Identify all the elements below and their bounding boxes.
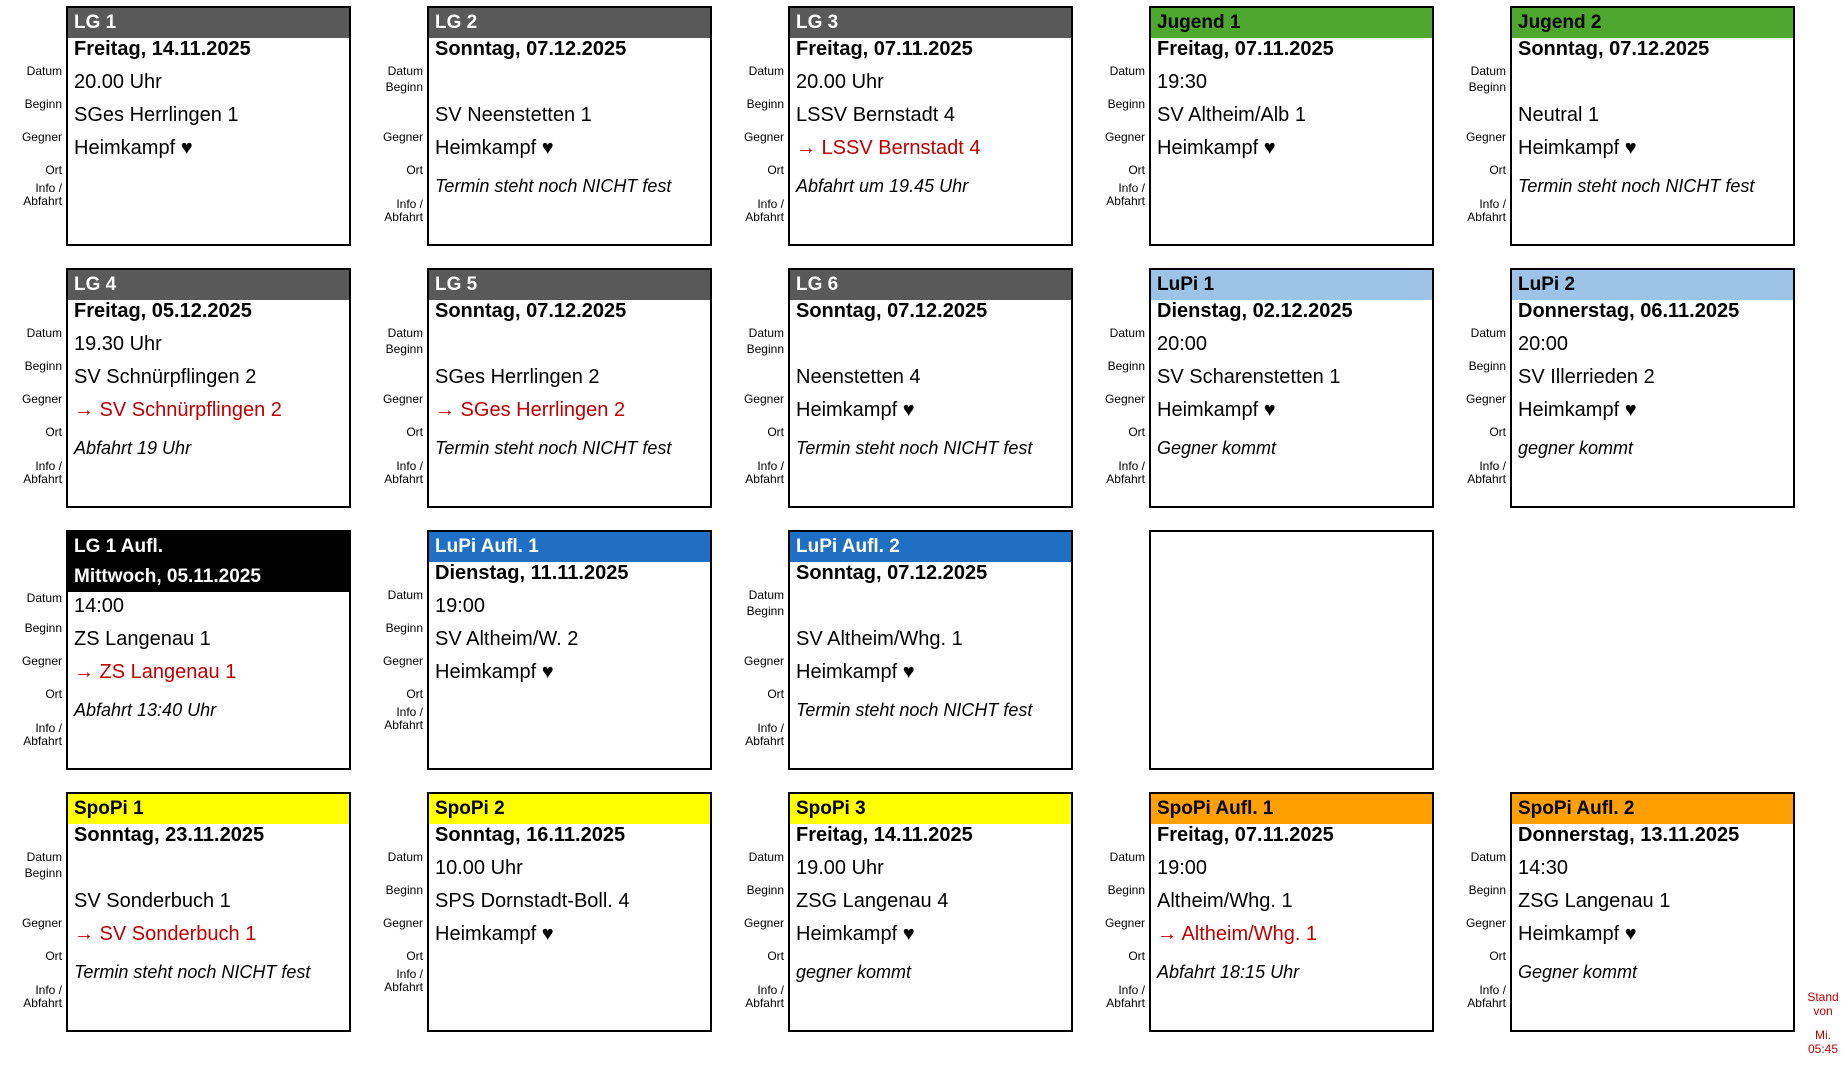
fixture-field-info: Info / Abfahrt Gegner kommt xyxy=(1151,432,1432,472)
fixture-fields xyxy=(21,38,349,210)
fixture-field-ort-value: Heimkampf ♥ xyxy=(1518,399,1637,421)
fixture-field-beginn: Beginn xyxy=(1468,80,1506,94)
fixture-field-datum-value: Sonntag, 07.12.2025 xyxy=(435,38,627,60)
fixture-card-title: LG 6 xyxy=(790,270,1071,300)
fixture-card-title: LuPi Aufl. 2 xyxy=(790,532,1071,562)
fixture-field-datum: Datum Mittwoch, 05.11.2025 xyxy=(68,562,349,595)
fixture-field-info: Info / Abfahrt Termin steht noch NICHT fest xyxy=(68,956,349,996)
fixture-field-datum: Datum Sonntag, 07.12.2025 xyxy=(429,38,710,71)
fixture-field-datum-value: Sonntag, 23.11.2025 xyxy=(74,824,265,846)
fixture-field-ort: Ort → Altheim/Whg. 1 xyxy=(1151,923,1432,956)
fixture-field-ort: Ort Heimkampf ♥ xyxy=(790,399,1071,432)
fixture-field-datum: Datum Sonntag, 23.11.2025 xyxy=(68,824,349,857)
fixture-field-info: Info / Abfahrt xyxy=(429,694,710,734)
fixture-field-ort: Ort Heimkampf ♥ xyxy=(429,923,710,956)
fixture-fields xyxy=(382,38,710,224)
fixture-field-datum-value: Sonntag, 16.11.2025 xyxy=(435,824,626,846)
stand-line-4: 05:45 xyxy=(1807,1042,1839,1056)
fixture-field-datum-value: Sonntag, 07.12.2025 xyxy=(796,562,988,584)
fixture-field-gegner-value: SV Altheim/W. 2 xyxy=(435,628,579,650)
fixture-field-datum: Datum Donnerstag, 13.11.2025 xyxy=(1512,824,1793,857)
fixture-field-datum-value: Freitag, 07.11.2025 xyxy=(796,38,973,60)
fixture-card-title: LuPi 2 xyxy=(1512,270,1793,300)
fixture-fields xyxy=(743,38,1071,224)
fixture-field-datum: Datum Freitag, 05.12.2025 xyxy=(68,300,349,333)
datum-value xyxy=(68,562,349,592)
stand-line-2: von xyxy=(1813,1004,1833,1018)
fixture-field-ort-value: → Altheim/Whg. 1 xyxy=(1157,923,1318,945)
fixture-field-beginn: Beginn 20:00 xyxy=(1512,333,1793,366)
fixture-card xyxy=(1104,268,1434,508)
fixture-field-info: Info / Abfahrt gegner kommt xyxy=(1512,432,1793,472)
fixture-card xyxy=(743,530,1073,770)
fixture-field-ort: Ort → ZS Langenau 1 xyxy=(68,661,349,694)
fixture-card xyxy=(382,268,712,508)
fixture-field-gegner: Gegner SPS Dornstadt-Boll. 4 xyxy=(429,890,710,923)
fixture-card xyxy=(382,792,712,1032)
fixture-field-info: Info / Abfahrt xyxy=(1151,170,1432,210)
fixture-field-info: Info / Abfahrt gegner kommt xyxy=(790,956,1071,996)
fixture-field-info-value: Termin steht noch NICHT fest xyxy=(435,176,672,196)
fixture-card-title: SpoPi Aufl. 2 xyxy=(1512,794,1793,824)
fixture-card-title: LG 2 xyxy=(429,8,710,38)
fixture-field-info-value: Abfahrt um 19.45 Uhr xyxy=(796,176,969,196)
fixture-field-datum-value: Freitag, 05.12.2025 xyxy=(74,300,252,322)
fixture-card xyxy=(743,792,1073,1032)
fixture-field-info: Info / Abfahrt Termin steht noch NICHT fest xyxy=(1512,170,1793,210)
fixture-field-beginn-value: 20:00 xyxy=(1518,333,1569,355)
fixture-field-gegner: Gegner ZSG Langenau 1 xyxy=(1512,890,1793,923)
fixture-card-title: SpoPi 1 xyxy=(68,794,349,824)
fixture-field-datum: Datum Freitag, 07.11.2025 xyxy=(790,38,1071,71)
fixture-field-ort-value: Heimkampf ♥ xyxy=(74,137,193,159)
fixture-field-ort-value: Heimkampf ♥ xyxy=(796,399,915,421)
fixture-field-info-value: Gegner kommt xyxy=(1518,962,1638,982)
fixture-field-ort: Ort Heimkampf ♥ xyxy=(68,137,349,170)
fixture-field-ort-value: Heimkampf ♥ xyxy=(435,137,554,159)
fixture-field-beginn: Beginn 19:30 xyxy=(1151,71,1432,104)
fixture-field-ort-value: Heimkampf ♥ xyxy=(796,661,915,683)
fixture-field-beginn: Beginn 19:00 xyxy=(1151,857,1432,890)
fixture-field-gegner-value: SGes Herrlingen 1 xyxy=(74,104,239,126)
fixture-field-datum: Datum Dienstag, 02.12.2025 xyxy=(1151,300,1432,333)
fixture-fields xyxy=(743,562,1071,748)
fixture-field-gegner: Gegner SV Sonderbuch 1 xyxy=(68,890,349,923)
fixture-field-datum-value: Freitag, 14.11.2025 xyxy=(796,824,973,846)
fixture-field-ort: Ort → SV Schnürpflingen 2 xyxy=(68,399,349,432)
empty-card xyxy=(1149,530,1434,770)
fixture-field-gegner-value: SPS Dornstadt-Boll. 4 xyxy=(435,890,630,912)
fixture-field-beginn: Beginn 19.30 Uhr xyxy=(68,333,349,366)
fixture-field-ort-value: Heimkampf ♥ xyxy=(1518,923,1637,945)
fixture-field-info: Info / Abfahrt Abfahrt 19 Uhr xyxy=(68,432,349,472)
fixture-field-beginn: Beginn 20:00 xyxy=(1151,333,1432,366)
fixture-field-beginn-value: 19.30 Uhr xyxy=(74,333,162,355)
fixture-field-info: Info / Abfahrt Termin steht noch NICHT fest xyxy=(790,694,1071,734)
fixture-field-ort-value: → SV Sonderbuch 1 xyxy=(74,923,257,945)
fixture-field-gegner-value: Neenstetten 4 xyxy=(796,366,921,388)
fixture-fields xyxy=(1104,38,1432,210)
fixture-field-beginn-value: 20:00 xyxy=(1157,333,1208,355)
fixture-fields xyxy=(382,562,710,734)
fixture-field-ort: Ort Heimkampf ♥ xyxy=(1512,137,1793,170)
fixture-field-gegner-value: Altheim/Whg. 1 xyxy=(1157,890,1293,912)
fixture-field-datum: Datum Sonntag, 07.12.2025 xyxy=(790,562,1071,595)
fixture-fields xyxy=(21,300,349,486)
fixture-field-info-value: Gegner kommt xyxy=(1157,438,1277,458)
fixture-card-title: LG 4 xyxy=(68,270,349,300)
fixture-field-beginn: Beginn 20.00 Uhr xyxy=(790,71,1071,104)
fixture-field-info-value: gegner kommt xyxy=(796,962,912,982)
fixture-field-datum: Datum Sonntag, 07.12.2025 xyxy=(1512,38,1793,71)
fixture-field-gegner-value: SV Sonderbuch 1 xyxy=(74,890,231,912)
fixture-field-beginn-value: 10.00 Uhr xyxy=(435,857,523,879)
fixture-field-ort: Ort Heimkampf ♥ xyxy=(429,661,710,694)
fixture-fields xyxy=(1465,824,1793,1010)
fixture-field-beginn-value: 19.00 Uhr xyxy=(796,857,884,879)
fixture-fields xyxy=(1465,38,1793,224)
fixture-field-beginn-value: 19:30 xyxy=(1157,71,1208,93)
fixture-field-datum: Datum Freitag, 07.11.2025 xyxy=(1151,824,1432,857)
fixture-field-gegner: Gegner Neenstetten 4 xyxy=(790,366,1071,399)
fixture-field-ort-value: Heimkampf ♥ xyxy=(1157,137,1276,159)
fixture-card-title: LG 5 xyxy=(429,270,710,300)
fixture-card xyxy=(21,268,351,508)
fixture-field-info-value: Abfahrt 19 Uhr xyxy=(74,438,192,458)
fixture-field-info: Info / Abfahrt xyxy=(429,956,710,996)
fixture-field-ort: Ort Heimkampf ♥ xyxy=(790,923,1071,956)
fixture-card xyxy=(382,530,712,770)
fixture-field-ort: Ort → SV Sonderbuch 1 xyxy=(68,923,349,956)
fixture-field-datum-value: Dienstag, 11.11.2025 xyxy=(435,562,629,584)
fixture-fields xyxy=(382,300,710,486)
fixture-field-gegner-value: SV Scharenstetten 1 xyxy=(1157,366,1341,388)
fixture-field-ort-value: Heimkampf ♥ xyxy=(796,923,915,945)
fixture-field-beginn: Beginn 19.00 Uhr xyxy=(790,857,1071,890)
fixture-field-gegner: Gegner LSSV Bernstadt 4 xyxy=(790,104,1071,137)
fixture-field-datum: Datum Freitag, 14.11.2025 xyxy=(68,38,349,71)
fixture-card-title: LG 3 xyxy=(790,8,1071,38)
fixture-field-gegner: Gegner Neutral 1 xyxy=(1512,104,1793,137)
fixture-field-beginn: Beginn xyxy=(746,342,784,356)
fixture-field-gegner-value: SV Schnürpflingen 2 xyxy=(74,366,257,388)
fixture-field-ort: Ort Heimkampf ♥ xyxy=(790,661,1071,694)
fixture-field-gegner-value: SV Altheim/Alb 1 xyxy=(1157,104,1306,126)
fixture-field-gegner-value: SV Neenstetten 1 xyxy=(435,104,592,126)
fixture-field-info-value: Termin steht noch NICHT fest xyxy=(796,700,1033,720)
fixture-field-gegner-value: SV Illerrieden 2 xyxy=(1518,366,1655,388)
fixture-fields xyxy=(21,824,349,1010)
fixture-field-gegner: Gegner SV Illerrieden 2 xyxy=(1512,366,1793,399)
fixture-field-gegner-value: SGes Herrlingen 2 xyxy=(435,366,600,388)
fixture-datum-header: Mittwoch, 05.11.2025 xyxy=(68,562,349,592)
fixture-field-gegner: Gegner SGes Herrlingen 1 xyxy=(68,104,349,137)
empty-slot xyxy=(1510,530,1795,770)
fixture-field-ort-value: Heimkampf ♥ xyxy=(435,923,554,945)
fixture-field-beginn-value: 19:00 xyxy=(1157,857,1208,879)
fixture-card-title: LuPi Aufl. 1 xyxy=(429,532,710,562)
fixture-field-datum: Datum Sonntag, 16.11.2025 xyxy=(429,824,710,857)
fixture-field-info: Info / Abfahrt Gegner kommt xyxy=(1512,956,1793,996)
fixture-card-title: SpoPi 2 xyxy=(429,794,710,824)
fixture-row xyxy=(21,6,1843,246)
fixture-field-gegner: Gegner SV Altheim/W. 2 xyxy=(429,628,710,661)
fixture-field-gegner-value: ZSG Langenau 1 xyxy=(1518,890,1671,912)
fixture-field-beginn: Beginn 19:00 xyxy=(429,595,710,628)
fixture-field-info-value xyxy=(429,956,710,962)
fixture-field-datum-value: Freitag, 07.11.2025 xyxy=(1157,824,1334,846)
fixture-field-gegner: Gegner SV Neenstetten 1 xyxy=(429,104,710,137)
fixture-field-ort-value: Heimkampf ♥ xyxy=(435,661,554,683)
fixture-field-gegner-value: Neutral 1 xyxy=(1518,104,1600,126)
fixture-fields xyxy=(21,562,349,748)
fixture-field-datum-value: Sonntag, 07.12.2025 xyxy=(1518,38,1710,60)
fixture-field-beginn-value: 19:00 xyxy=(435,595,486,617)
fixture-field-beginn-value: 14:00 xyxy=(74,595,125,617)
fixture-card xyxy=(21,792,351,1032)
fixture-field-gegner-value: SV Altheim/Whg. 1 xyxy=(796,628,963,650)
fixture-field-ort: Ort Heimkampf ♥ xyxy=(1512,399,1793,432)
fixture-field-datum-value: Donnerstag, 06.11.2025 xyxy=(1518,300,1740,322)
fixture-card-title: LG 1 xyxy=(68,8,349,38)
fixture-row xyxy=(21,268,1843,508)
fixture-field-beginn: Beginn xyxy=(385,342,423,356)
stand-line-1: Stand xyxy=(1807,990,1839,1004)
stand-line-3: Mi. xyxy=(1815,1028,1831,1042)
fixture-field-info: Info / Abfahrt Termin steht noch NICHT fest xyxy=(429,432,710,472)
fixture-field-gegner: Gegner SV Altheim/Alb 1 xyxy=(1151,104,1432,137)
fixture-field-ort-value: → LSSV Bernstadt 4 xyxy=(796,137,981,159)
fixture-field-beginn-value: 20.00 Uhr xyxy=(796,71,884,93)
fixture-field-info: Info / Abfahrt Abfahrt um 19.45 Uhr xyxy=(790,170,1071,210)
fixture-card-title: Jugend 2 xyxy=(1512,8,1793,38)
fixture-field-ort-value: → ZS Langenau 1 xyxy=(74,661,237,683)
fixture-field-gegner: Gegner SGes Herrlingen 2 xyxy=(429,366,710,399)
fixture-card xyxy=(743,6,1073,246)
fixture-field-info: Info / Abfahrt Termin steht noch NICHT fest xyxy=(429,170,710,210)
fixture-field-info-value: Termin steht noch NICHT fest xyxy=(74,962,311,982)
fixture-field-gegner: Gegner ZS Langenau 1 xyxy=(68,628,349,661)
fixture-field-info-value xyxy=(68,170,349,176)
fixture-field-datum-value: Freitag, 07.11.2025 xyxy=(1157,38,1334,60)
fixture-field-datum: Datum Dienstag, 11.11.2025 xyxy=(429,562,710,595)
fixture-fields xyxy=(743,300,1071,486)
fixture-field-gegner-value: ZS Langenau 1 xyxy=(74,628,211,650)
fixture-field-datum-value: Freitag, 14.11.2025 xyxy=(74,38,251,60)
fixture-field-datum-value: Donnerstag, 13.11.2025 xyxy=(1518,824,1740,846)
fixture-field-ort: Ort Heimkampf ♥ xyxy=(1151,137,1432,170)
fixture-field-beginn-value: 20.00 Uhr xyxy=(74,71,162,93)
fixture-card xyxy=(743,268,1073,508)
fixture-fields xyxy=(1465,300,1793,486)
fixture-field-ort: Ort → SGes Herrlingen 2 xyxy=(429,399,710,432)
fixture-field-gegner: Gegner ZSG Langenau 4 xyxy=(790,890,1071,923)
fixture-field-ort: Ort Heimkampf ♥ xyxy=(1512,923,1793,956)
fixture-field-info-value xyxy=(429,694,710,700)
fixture-row xyxy=(21,792,1843,1032)
fixture-card xyxy=(21,6,351,246)
fixture-field-datum: Datum Donnerstag, 06.11.2025 xyxy=(1512,300,1793,333)
fixture-field-info-value: gegner kommt xyxy=(1518,438,1634,458)
fixture-card-title: LG 1 Aufl. xyxy=(68,532,349,562)
fixture-field-gegner: Gegner SV Schnürpflingen 2 xyxy=(68,366,349,399)
fixture-field-ort-value: → SGes Herrlingen 2 xyxy=(435,399,626,421)
fixture-field-info-value: Termin steht noch NICHT fest xyxy=(1518,176,1755,196)
fixture-card-title: Jugend 1 xyxy=(1151,8,1432,38)
fixture-card xyxy=(1465,6,1795,246)
fixture-field-ort-value: Heimkampf ♥ xyxy=(1157,399,1276,421)
fixture-field-gegner-value: ZSG Langenau 4 xyxy=(796,890,949,912)
fixture-field-ort: Ort → LSSV Bernstadt 4 xyxy=(790,137,1071,170)
fixture-card xyxy=(1465,268,1795,508)
fixture-field-datum: Datum Sonntag, 07.12.2025 xyxy=(429,300,710,333)
fixture-field-beginn: Beginn xyxy=(746,604,784,618)
fixture-field-info-value: Abfahrt 18:15 Uhr xyxy=(1157,962,1300,982)
fixture-field-beginn: Beginn 14:30 xyxy=(1512,857,1793,890)
fixture-field-beginn: Beginn 20.00 Uhr xyxy=(68,71,349,104)
fixture-field-ort-value: → SV Schnürpflingen 2 xyxy=(74,399,282,421)
fixture-card-title: LuPi 1 xyxy=(1151,270,1432,300)
fixture-field-gegner: Gegner SV Altheim/Whg. 1 xyxy=(790,628,1071,661)
fixture-card xyxy=(1104,6,1434,246)
fixture-field-beginn-value: 14:30 xyxy=(1518,857,1569,879)
fixture-fields xyxy=(382,824,710,996)
fixture-field-info: Info / Abfahrt Termin steht noch NICHT fest xyxy=(790,432,1071,472)
fixture-card xyxy=(1465,792,1795,1032)
fixture-field-ort: Ort Heimkampf ♥ xyxy=(1151,399,1432,432)
fixture-field-gegner-value: LSSV Bernstadt 4 xyxy=(796,104,955,126)
fixture-field-datum: Datum Sonntag, 07.12.2025 xyxy=(790,300,1071,333)
fixture-card xyxy=(382,6,712,246)
fixture-field-beginn: Beginn xyxy=(385,80,423,94)
fixture-field-datum: Datum Freitag, 14.11.2025 xyxy=(790,824,1071,857)
fixture-card-title: SpoPi Aufl. 1 xyxy=(1151,794,1432,824)
fixture-field-ort-value: Heimkampf ♥ xyxy=(1518,137,1637,159)
fixture-field-ort: Ort Heimkampf ♥ xyxy=(429,137,710,170)
fixture-field-beginn: Beginn xyxy=(24,866,62,880)
fixture-card xyxy=(1104,792,1434,1032)
fixture-fields xyxy=(743,824,1071,1010)
fixture-field-beginn: Beginn 14:00 xyxy=(68,595,349,628)
fixture-field-gegner: Gegner Altheim/Whg. 1 xyxy=(1151,890,1432,923)
fixture-field-info-value xyxy=(1151,170,1432,176)
fixture-fields xyxy=(1104,300,1432,486)
fixture-field-info: Info / Abfahrt Abfahrt 18:15 Uhr xyxy=(1151,956,1432,996)
fixture-field-datum-value: Sonntag, 07.12.2025 xyxy=(435,300,627,322)
fixture-card xyxy=(21,530,351,770)
fixture-field-info-value: Abfahrt 13:40 Uhr xyxy=(74,700,217,720)
fixture-field-beginn: Beginn 10.00 Uhr xyxy=(429,857,710,890)
fixture-field-gegner: Gegner SV Scharenstetten 1 xyxy=(1151,366,1432,399)
fixture-field-info-value: Termin steht noch NICHT fest xyxy=(435,438,672,458)
fixture-card-title: SpoPi 3 xyxy=(790,794,1071,824)
fixture-field-info: Info / Abfahrt xyxy=(68,170,349,210)
stand-note xyxy=(1805,990,1841,1056)
fixture-row xyxy=(21,530,1843,770)
fixture-field-datum: Datum Freitag, 07.11.2025 xyxy=(1151,38,1432,71)
fixture-field-info-value: Termin steht noch NICHT fest xyxy=(796,438,1033,458)
fixture-field-datum-value: Dienstag, 02.12.2025 xyxy=(1157,300,1353,322)
fixture-field-info: Info / Abfahrt Abfahrt 13:40 Uhr xyxy=(68,694,349,734)
fixture-field-datum-value: Sonntag, 07.12.2025 xyxy=(796,300,988,322)
fixture-fields xyxy=(1104,824,1432,1010)
